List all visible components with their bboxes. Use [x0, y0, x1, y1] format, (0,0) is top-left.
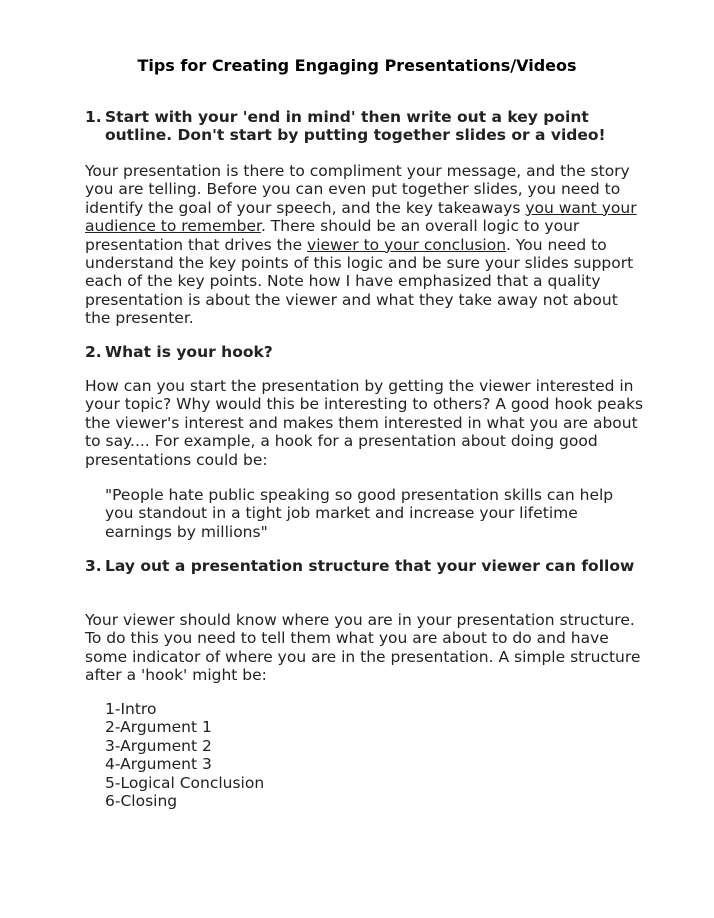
document-title: Tips for Creating Engaging Presentations/Videos	[137, 56, 577, 75]
list-item: 6-Closing	[105, 792, 178, 811]
section-1-number: 1.	[85, 108, 102, 126]
section-1-underlined-takeaways: you want your audience to remember	[85, 198, 637, 236]
section-3-body: Your viewer should know where you are in your presentation structure. To do this you need to tell them what you are about to do and have some indicator of where you are in the presentation. A simple structure after a 'hook' might be:	[85, 611, 641, 685]
section-3-number: 3.	[85, 557, 102, 575]
section-1-heading-text: Start with your 'end in mind' then write out a key point outline. Don't start by putting together slides or a video!	[105, 108, 606, 144]
section-1-body-text-b: . There should be an overall logic to your presentation that drives the	[85, 217, 580, 254]
section-1-heading	[85, 108, 645, 144]
section-2-body: How can you start the presentation by getting the viewer interested in your topic? Why would this be interesting to others? A good hook peaks the viewer's interest and makes them interested in what you are about to say.... For example, a hook for a presentation about doing good presentations could be:	[85, 377, 644, 469]
section-3-heading-text: Lay out a presentation structure that your viewer can follow	[105, 557, 635, 575]
section-1-body-text-c: . You need to understand the key points of this logic and be sure your slides support each of the key points. Note how I have emphasized that a quality presentation is about the viewer and what they take away not about the presenter.	[85, 235, 634, 328]
list-item: 4-Argument 3	[105, 755, 212, 774]
list-item: 5-Logical Conclusion	[105, 773, 265, 792]
section-2-heading-text: What is your hook?	[105, 343, 273, 361]
section-1-underlined-conclusion: viewer to your conclusion	[307, 235, 507, 254]
section-2-quote: "People hate public speaking so good presentation skills can help you standout in a tight job market and increase your lifetime earnings by millions"	[105, 486, 614, 541]
section-2-heading	[85, 343, 645, 361]
section-3-heading	[85, 557, 645, 575]
list-item: 2-Argument 1	[105, 718, 212, 737]
list-item: 3-Argument 2	[105, 736, 212, 755]
section-1-body-text-a: Your presentation is there to compliment your message, and the story you are telling. Before you can even put together slides, you need to identify the goal of your speech, and the key takeaways	[85, 162, 630, 217]
structure-list	[105, 700, 264, 810]
list-item: 1-Intro	[105, 700, 157, 718]
section-1-body	[85, 162, 645, 328]
section-2-number: 2.	[85, 343, 102, 361]
